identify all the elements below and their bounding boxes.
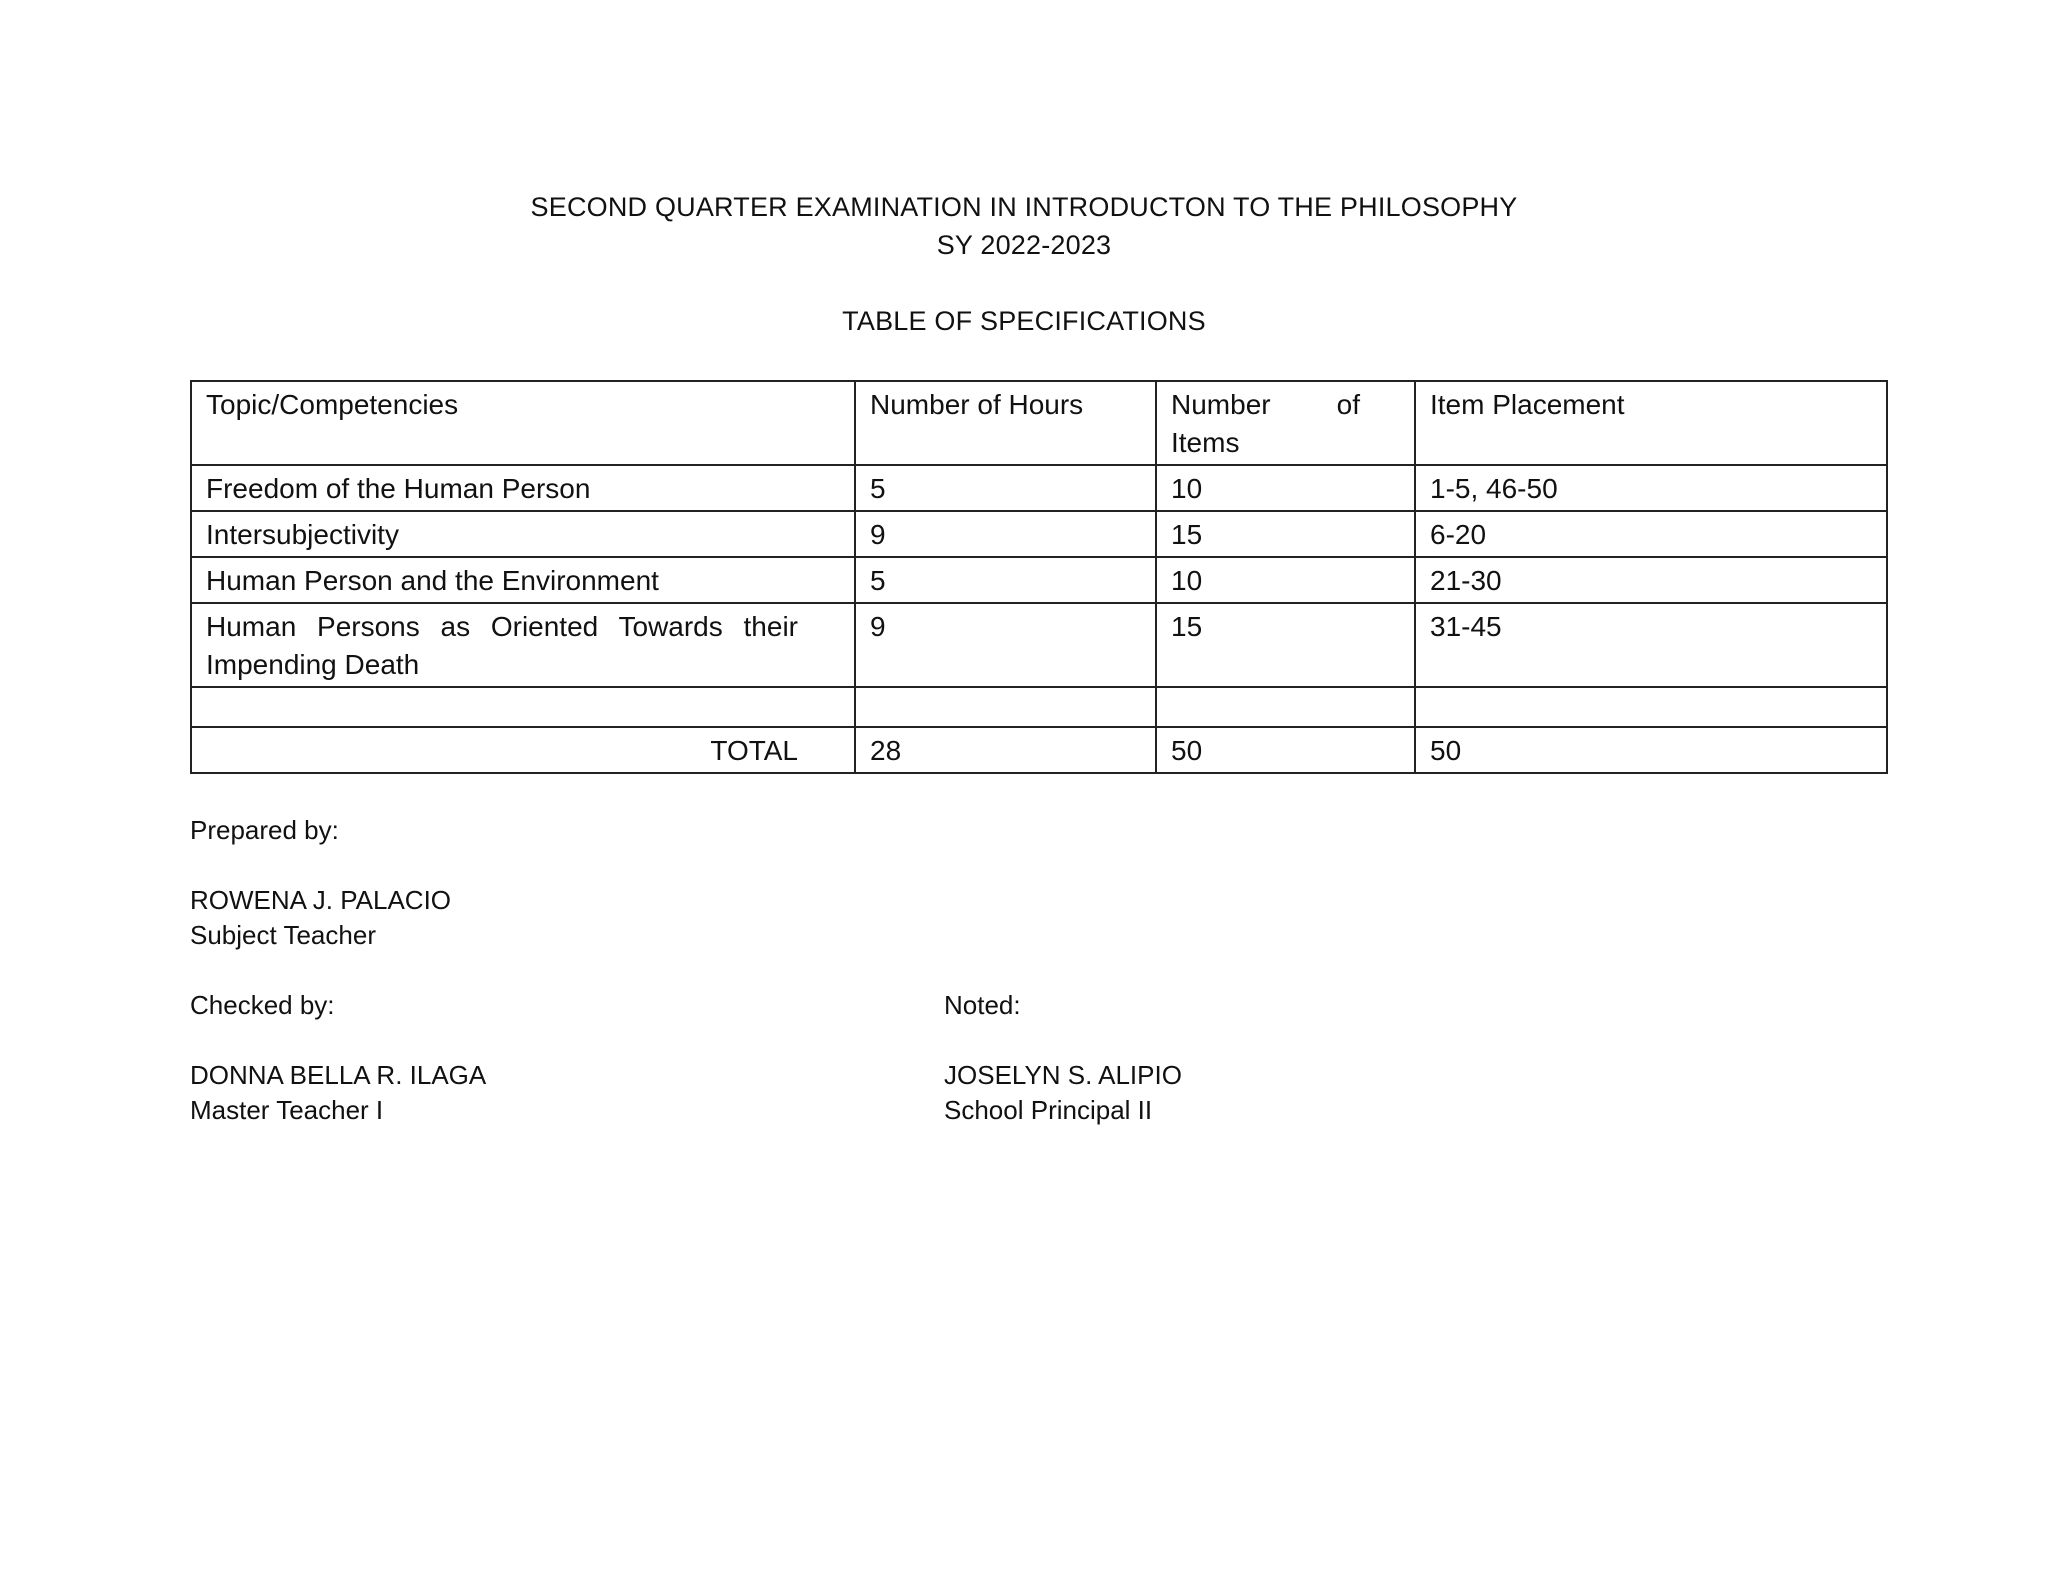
school-year: SY 2022-2023	[936, 230, 1112, 260]
cell-topic: Intersubjectivity	[191, 511, 855, 557]
cell-placement: 31-45	[1415, 603, 1887, 687]
cell-placement: 21-30	[1415, 557, 1887, 603]
cell-topic: Human Person and the Environment	[191, 557, 855, 603]
noted-name: JOSELYN S. ALIPIO	[944, 1060, 1182, 1090]
noted-label: Noted:	[944, 990, 1021, 1020]
prepared-by-title: Subject Teacher	[190, 920, 376, 950]
table-row	[191, 557, 1887, 603]
total-row	[191, 727, 1887, 773]
header-items-word: Number	[1171, 389, 1271, 420]
checked-by-title: Master Teacher I	[190, 1095, 384, 1125]
header-items	[1156, 381, 1415, 465]
empty-row	[191, 687, 1887, 727]
header-hours: Number of Hours	[855, 381, 1156, 465]
cell-hours: 5	[855, 465, 1156, 511]
prepared-by-label: Prepared by:	[190, 815, 339, 845]
cell-items: 15	[1156, 603, 1415, 687]
prepared-by-name: ROWENA J. PALACIO	[190, 885, 452, 915]
document-subtitle: TABLE OF SPECIFICATIONS	[842, 306, 1206, 336]
table-row	[191, 465, 1887, 511]
cell-items: 10	[1156, 557, 1415, 603]
cell-placement: 1-5, 46-50	[1415, 465, 1887, 511]
total-label: TOTAL	[191, 727, 855, 773]
cell-hours: 9	[855, 603, 1156, 687]
cell-items: 10	[1156, 465, 1415, 511]
empty-cell	[1415, 687, 1887, 727]
table-row	[191, 511, 1887, 557]
noted-title: School Principal II	[944, 1095, 1153, 1125]
cell-topic: Freedom of the Human Person	[191, 465, 855, 511]
empty-cell	[191, 687, 855, 727]
total-hours: 28	[855, 727, 1156, 773]
total-placement: 50	[1415, 727, 1887, 773]
cell-topic: Human Persons as Oriented Towards their Impending Death	[191, 603, 855, 687]
empty-cell	[1156, 687, 1415, 727]
specifications-table	[190, 380, 1888, 774]
header-topic: Topic/Competencies	[191, 381, 855, 465]
cell-items: 15	[1156, 511, 1415, 557]
table-header-row	[191, 381, 1887, 465]
cell-placement: 6-20	[1415, 511, 1887, 557]
header-items-of: of	[1336, 389, 1360, 420]
checked-by-label: Checked by:	[190, 990, 335, 1020]
empty-cell	[855, 687, 1156, 727]
document-title: SECOND QUARTER EXAMINATION IN INTRODUCTON TO THE PHILOSOPHY	[530, 192, 1518, 222]
table-row	[191, 603, 1887, 687]
checked-by-name: DONNA BELLA R. ILAGA	[190, 1060, 487, 1090]
cell-hours: 9	[855, 511, 1156, 557]
total-items: 50	[1156, 727, 1415, 773]
header-placement: Item Placement	[1415, 381, 1887, 465]
cell-hours: 5	[855, 557, 1156, 603]
header-items-line2: Items	[1171, 427, 1240, 458]
